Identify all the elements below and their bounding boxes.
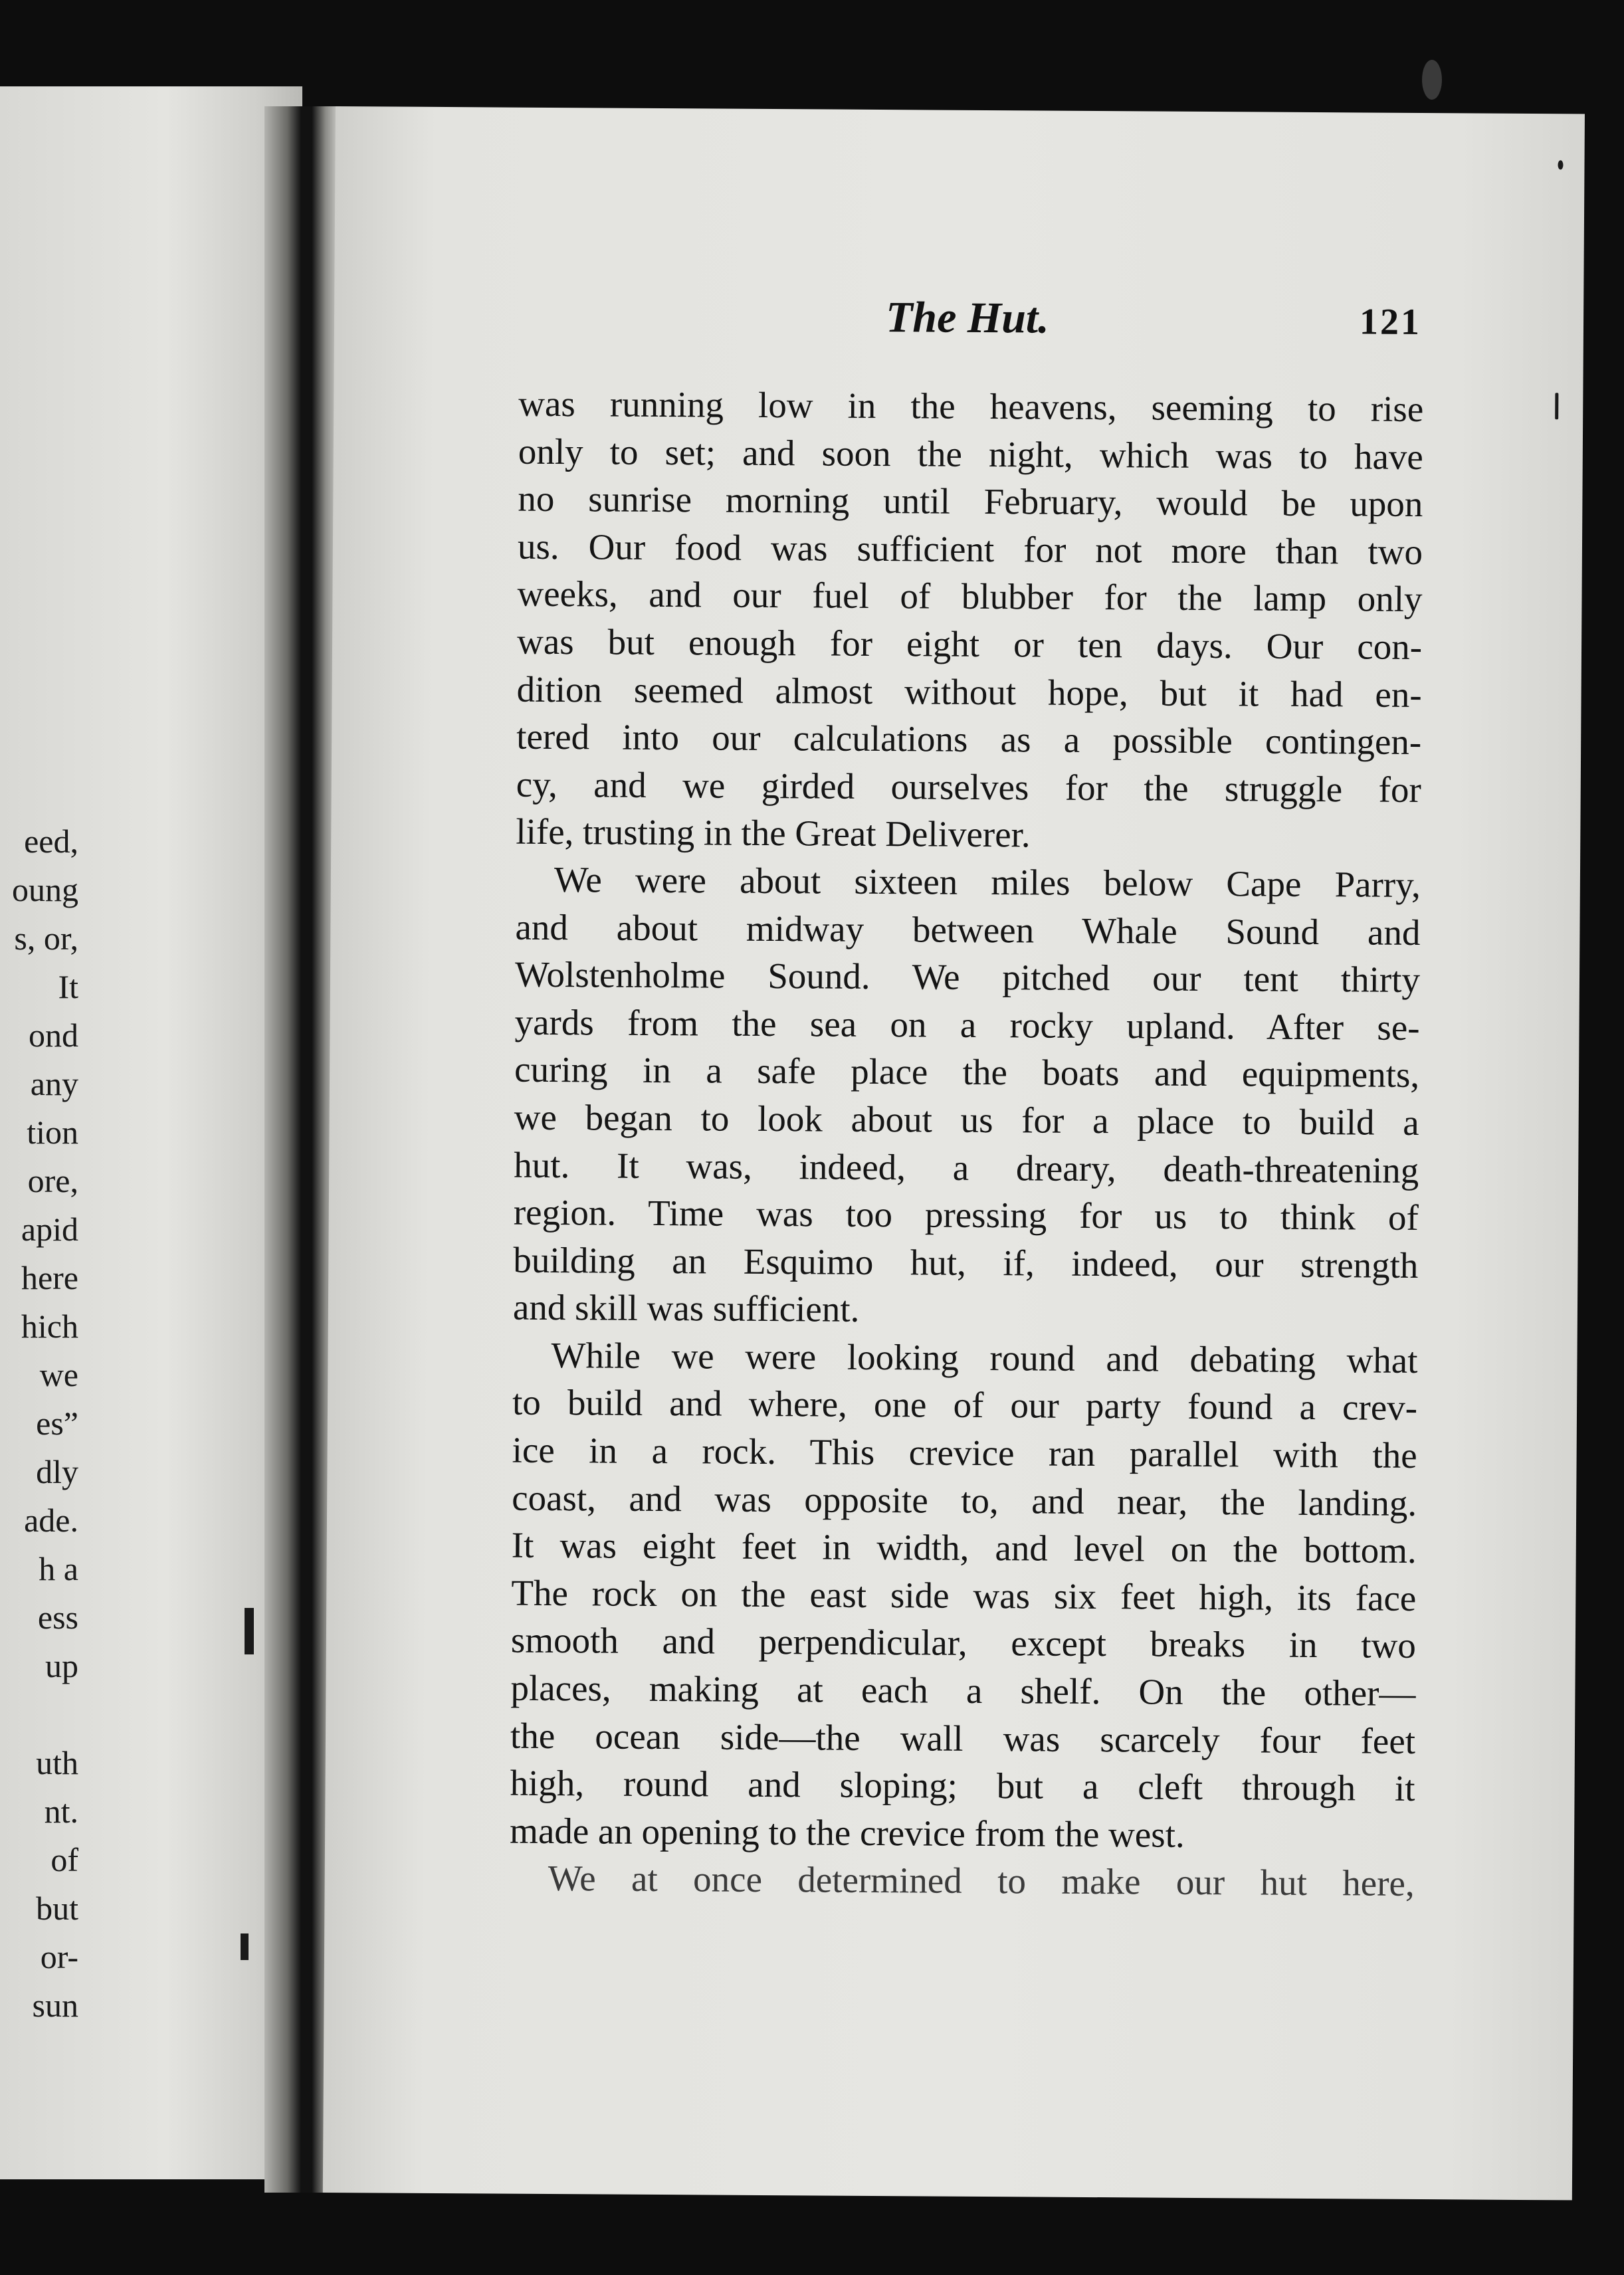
text-line: coast, and was opposite to, and near, the landing.: [512, 1477, 1417, 1524]
text-line: Wolstenholme Sound. We pitched our tent thirty: [514, 953, 1421, 1001]
text-line: ice in a rock. This crevice ran parallel with the: [512, 1429, 1417, 1476]
text-line: only to set; and soon the night, which was to have: [518, 431, 1423, 477]
page-speck: [1558, 160, 1563, 169]
text-line: to build and where, one of our party found a crev-: [512, 1382, 1418, 1429]
text-line: weeks, and our fuel of blubber for the lamp only: [517, 573, 1423, 620]
text-line: and skill was sufficient.: [512, 1286, 860, 1330]
text-line: we began to look about us for a place to build a: [514, 1096, 1419, 1143]
text-line: and about midway between Whale Sound and: [515, 906, 1421, 953]
text-line: the ocean side—the wall was scarcely four feet: [510, 1715, 1416, 1761]
body-text: [509, 380, 1423, 1908]
text-line: us. Our food was sufficient for not more than two: [517, 526, 1423, 572]
left-page-fragment: [0, 86, 302, 2179]
text-line: yards from the sea on a rocky upland. After se-: [514, 1001, 1420, 1048]
left-line-fragment: or-: [40, 1938, 78, 1975]
left-line-fragment: of: [51, 1841, 78, 1878]
running-title: The Hut.: [885, 293, 1049, 343]
left-line-fragment: oung: [12, 871, 78, 908]
left-line-fragment: [0, 1690, 78, 1739]
text-line: building an Esquimo hut, if, indeed, our strength: [513, 1239, 1419, 1286]
text-line: high, round and sloping; but a cleft through it: [510, 1762, 1415, 1809]
text-line: curing in a safe place the boats and equipments,: [514, 1048, 1420, 1096]
left-line-fragment: ond: [29, 1017, 78, 1054]
text-line: was but enough for eight or ten days. Our con-: [516, 621, 1423, 667]
left-line-fragment: apid: [21, 1211, 78, 1248]
running-head: [334, 289, 1584, 356]
text-line: made an opening to the crevice from the west.: [509, 1810, 1185, 1855]
text-line: no sunrise morning until February, would be upon: [518, 478, 1423, 525]
text-line: dition seemed almost without hope, but it had en-: [516, 668, 1422, 715]
page-number: 121: [1359, 301, 1422, 343]
left-line-fragment: up: [45, 1647, 78, 1684]
text-line: places, making at each a shelf. On the other—: [510, 1667, 1416, 1714]
left-line-fragment: uth: [36, 1744, 78, 1781]
left-line-fragment: It: [58, 968, 78, 1005]
left-line-fragment: nt.: [44, 1793, 78, 1830]
page-blemish: [245, 1608, 254, 1654]
text-line: smooth and perpendicular, except breaks in two: [510, 1620, 1417, 1666]
left-page-text-fragments: [0, 817, 78, 2030]
left-line-fragment: here: [21, 1259, 78, 1296]
left-line-fragment: ore,: [27, 1162, 78, 1199]
page-speck: [1555, 393, 1558, 419]
left-line-fragment: but: [36, 1890, 78, 1927]
left-line-fragment: tion: [27, 1114, 78, 1151]
page-speck: [1422, 60, 1442, 100]
left-line-fragment: s, or,: [14, 920, 78, 957]
left-line-fragment: es”: [36, 1405, 78, 1442]
right-page: [323, 106, 1585, 2200]
text-line: tered into our calculations as a possible contingen-: [516, 716, 1422, 763]
text-line: The rock on the east side was six feet high, its face: [511, 1572, 1417, 1619]
left-line-fragment: h a: [39, 1550, 78, 1587]
text-line: life, trusting in the Great Deliverer.: [516, 811, 1031, 855]
text-line: While we were looking round and debating what: [551, 1334, 1418, 1381]
text-line: We at once determined to make our hut here,: [548, 1858, 1415, 1904]
left-line-fragment: any: [30, 1065, 78, 1102]
left-line-fragment: sun: [32, 1987, 78, 2024]
left-line-fragment: eed,: [24, 823, 78, 860]
text-line: was running low in the heavens, seeming to rise: [518, 383, 1424, 430]
text-line: cy, and we girded ourselves for the struggle for: [516, 763, 1421, 810]
left-line-fragment: ade.: [24, 1502, 78, 1539]
page-blemish: [241, 1933, 249, 1960]
left-line-fragment: ess: [37, 1599, 78, 1636]
left-line-fragment: hich: [21, 1308, 78, 1345]
left-line-fragment: we: [39, 1356, 78, 1393]
text-line: region. Time was too pressing for us to think of: [513, 1191, 1419, 1238]
text-line: We were about sixteen miles below Cape Parry,: [554, 858, 1421, 905]
left-line-fragment: dly: [36, 1453, 78, 1490]
text-line: hut. It was, indeed, a dreary, death-threatening: [514, 1144, 1419, 1191]
text-line: It was eight feet in width, and level on the bottom.: [511, 1524, 1417, 1571]
